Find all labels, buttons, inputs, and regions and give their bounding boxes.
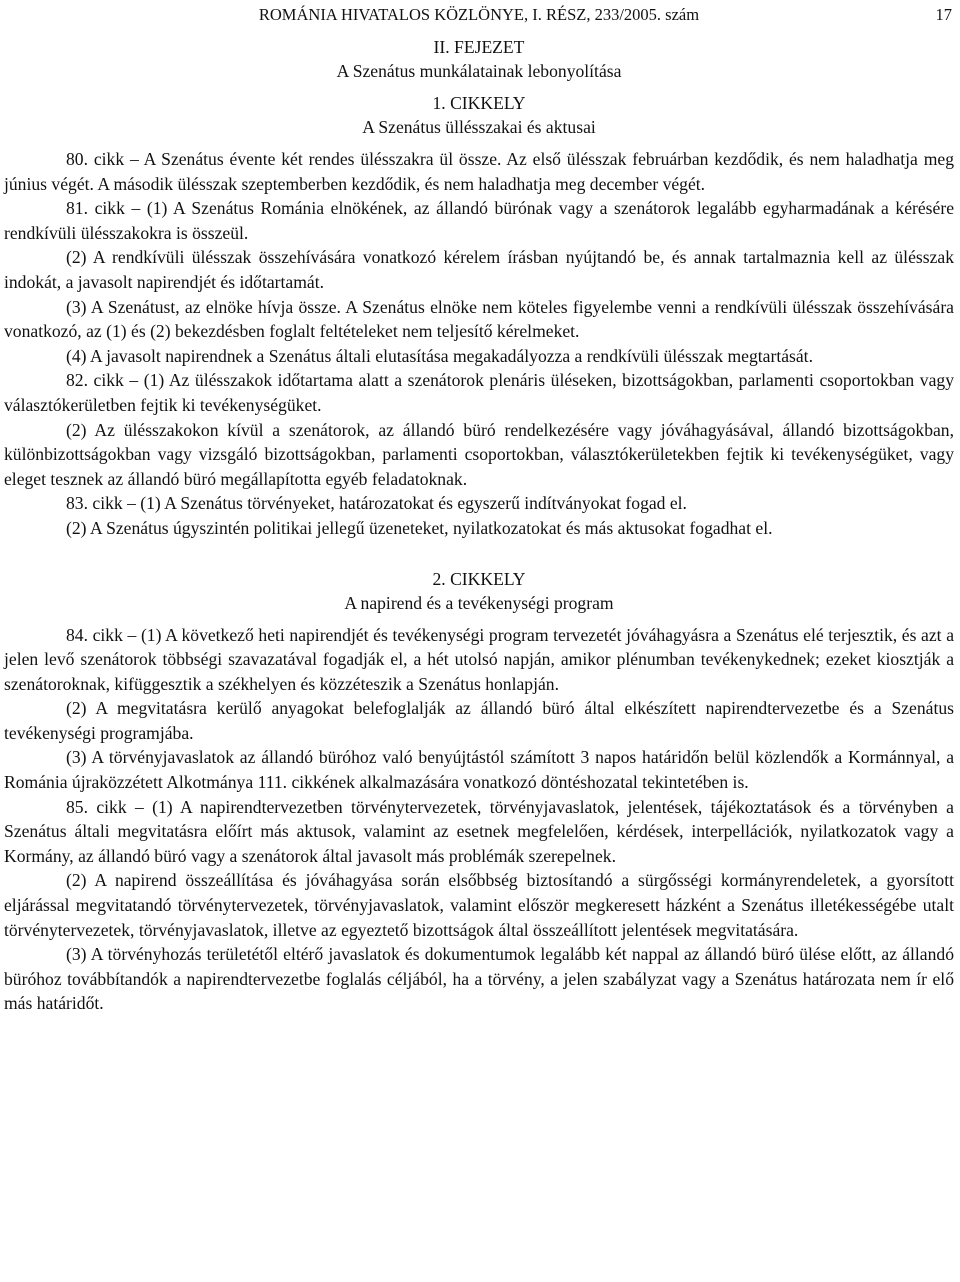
paragraph: (2) Az ülésszakokon kívül a szenátorok, az állandó büró rendelkezésére vagy jóváhagyásával, állandó bizottságokban, különbizottságokban vagy vizsgáló bizottságokban, parlamenti csoportokban, választókerületekben fejtik ki tevékenységüket, vagy eleget tesznek az állandó büró megállapította egyéb feladatoknak. (4, 419, 954, 489)
paragraph: 85. cikk – (1) A napirendtervezetben törvénytervezetek, törvényjavaslatok, jelentések, tájékoztatások és a törvényben a Szenátus általi megvitatásra előírt más aktusok, valamint az esetnek megfelelően, kérdések, interpellációk, nyilatkozatok vagy a Kormány, az állandó büró vagy a szenátorok által javasolt más problémák szerepelnek. (4, 796, 954, 866)
paragraph: (2) A napirend összeállítása és jóváhagyása során elsőbbség biztosítandó a sürgősségi kormányrendeletek, a gyorsított eljárással megvitatandó törvénytervezetek, törvényjavaslatok, valamint először megkeresett házként a Szenátus illetékességébe utalt törvénytervezetek, törvényjavaslatok, illetve az egyeztető bizottságok által összeállított jelentések megvitatására. (4, 870, 954, 940)
page-header (4, 5, 954, 29)
paragraph: 84. cikk – (1) A következő heti napirendjét és tevékenységi program tervezetét jóváhagyásra a Szenátus elé terjesztik, és azt a jelen levő szenátorok többségi szavazatával fogadják el, a hét utolsó napján, amikor plénumban tevékenykednek; ezeket kiosztják a szenátoroknak, kifüggesztik a székhelyen és közzéteszik a Szenátus honlapján. (4, 624, 954, 694)
paragraph: (2) A rendkívüli ülésszak összehívására vonatkozó kérelem írásban nyújtandó be, és annak tartalmaznia kell az ülésszak indokát, a javasolt napirendjét és időtartamát. (4, 247, 954, 292)
section-2-body (4, 623, 954, 1017)
section-1-body (4, 147, 954, 541)
paragraph: 82. cikk – (1) Az ülésszakok időtartama alatt a szenátorok plenáris üléseken, bizottságokban, parlamenti csoportokban vagy választókerületben fejtik ki tevékenységüket. (4, 370, 954, 415)
header-title: ROMÁNIA HIVATALOS KÖZLÖNYE, I. RÉSZ, 233/2005. szám (258, 5, 700, 24)
section-1-number: 1. CIKKELY (432, 93, 526, 113)
paragraph: (4) A javasolt napirendnek a Szenátus általi elutasítása megakadályozza a rendkívüli ülésszak megtartását. (66, 345, 813, 366)
section-2-title: A napirend és a tevékenységi program (344, 592, 614, 613)
paragraph: 83. cikk – (1) A Szenátus törvényeket, határozatokat és egyszerű indítványokat fogad el. (66, 493, 687, 514)
section-2-number: 2. CIKKELY (432, 568, 526, 589)
chapter-title: A Szenátus munkálatainak lebonyolítása (336, 61, 622, 81)
paragraph: 81. cikk – (1) A Szenátus Románia elnökének, az állandó bürónak vagy a szenátorok legalább egyharmadának a kérésére rendkívüli ülésszakokra is összeül. (4, 198, 954, 243)
paragraph: (2) A Szenátus úgyszintén politikai jellegű üzeneteket, nyilatkozatokat és más aktusokat fogadhat el. (66, 517, 773, 538)
paragraph: (3) A Szenátust, az elnöke hívja össze. A Szenátus elnöke nem köteles figyelembe venni a rendkívüli ülésszak összehívására vonatkozó, az (1) és (2) bekezdésben foglalt feltételeket nem teljesítő kérelmeket. (4, 296, 954, 342)
paragraph: (2) A megvitatásra kerülő anyagokat belefoglalják az állandó büró által elkészített napirendtervezetbe és a Szenátus tevékenységi programjába. (4, 698, 954, 743)
paragraph: 80. cikk – A Szenátus évente két rendes ülésszakra ül össze. Az első ülésszak februárban kezdődik, és nem haladhatja meg június végét. A második ülésszak szeptemberben kezdődik, és nem haladhatja meg december végét. (4, 149, 954, 194)
page-number: 17 (935, 5, 952, 24)
paragraph: (3) A törvényhozás területétől eltérő javaslatok és dokumentumok legalább két nappal az állandó büró ülése előtt, az állandó büróhoz továbbítandók a napirendtervezetbe foglalás céljából, ha a törvény, a jelen szabályzat vagy a Szenátus határozata nem ír elő más határidőt. (4, 944, 954, 1014)
paragraph: (3) A törvényjavaslatok az állandó büróhoz való benyújtástól számított 3 napos határidőn belül közlendők a Kormánnyal, a Románia újraközzétett Alkotmánya 111. cikkének alkalmazására vonatkozó döntéshozatal tekintetében is. (4, 747, 954, 793)
section-1-title: A Szenátus üllésszakai és aktusai (362, 117, 596, 137)
chapter-number: II. FEJEZET (433, 37, 525, 57)
